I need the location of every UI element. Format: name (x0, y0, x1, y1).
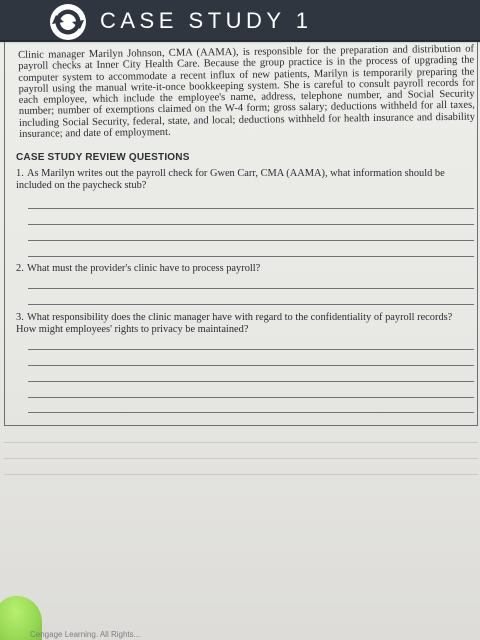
copyright-footer: Cengage Learning. All Rights... (30, 630, 141, 639)
question-1 (16, 168, 474, 192)
ruled-line (4, 442, 478, 443)
question-3-text: What responsibility does the clinic manager have with regard to the confidentiality of payroll records? How might employees' rights to privacy be maintained? (16, 312, 453, 335)
question-3-number: 3. (16, 312, 24, 323)
question-1-text: As Marilyn writes out the payroll check for Gwen Carr, CMA (AAMA), what information should be included on the paycheck stub? (16, 168, 445, 191)
question-2 (16, 263, 474, 275)
review-questions-heading: CASE STUDY REVIEW QUESTIONS (16, 152, 190, 163)
ruled-line (4, 458, 478, 459)
answer-line (28, 349, 474, 350)
question-2-text: What must the provider's clinic have to process payroll? (27, 263, 261, 274)
answer-line (28, 240, 474, 241)
question-3 (16, 312, 474, 336)
answer-line (28, 256, 474, 257)
answer-line (28, 381, 474, 382)
answer-line (28, 365, 474, 366)
ruled-line (4, 474, 478, 475)
case-study-title: CASE STUDY 1 (100, 8, 313, 33)
answer-line (28, 208, 474, 209)
question-1-number: 1. (16, 168, 24, 179)
answer-line (28, 304, 474, 305)
case-study-banner (0, 0, 480, 42)
answer-line (28, 224, 474, 225)
answer-line (28, 397, 474, 398)
answer-line (28, 412, 474, 413)
answer-line (28, 288, 474, 289)
cycle-arrows-icon (48, 2, 88, 42)
question-2-number: 2. (16, 263, 24, 274)
case-description: Clinic manager Marilyn Johnson, CMA (AAMA), is responsible for the preparation and distribution of payroll checks at Inner City Health Care. Because the group practice is in the process of upgrading the computer system to accommodate a recent influx of new patients, Marilyn is temporarily preparing the payroll using the manual write-it-once bookkeeping system. She is careful to consult payroll records for each employee, which include the employee's name, address, telephone number, and Social Security number; number of exemptions claimed on the W-4 form; gross salary; deductions withheld for all taxes, including Social Security, federal, state, and local; deductions withheld for health insurance and disability insurance; and date of employment. (18, 43, 476, 141)
